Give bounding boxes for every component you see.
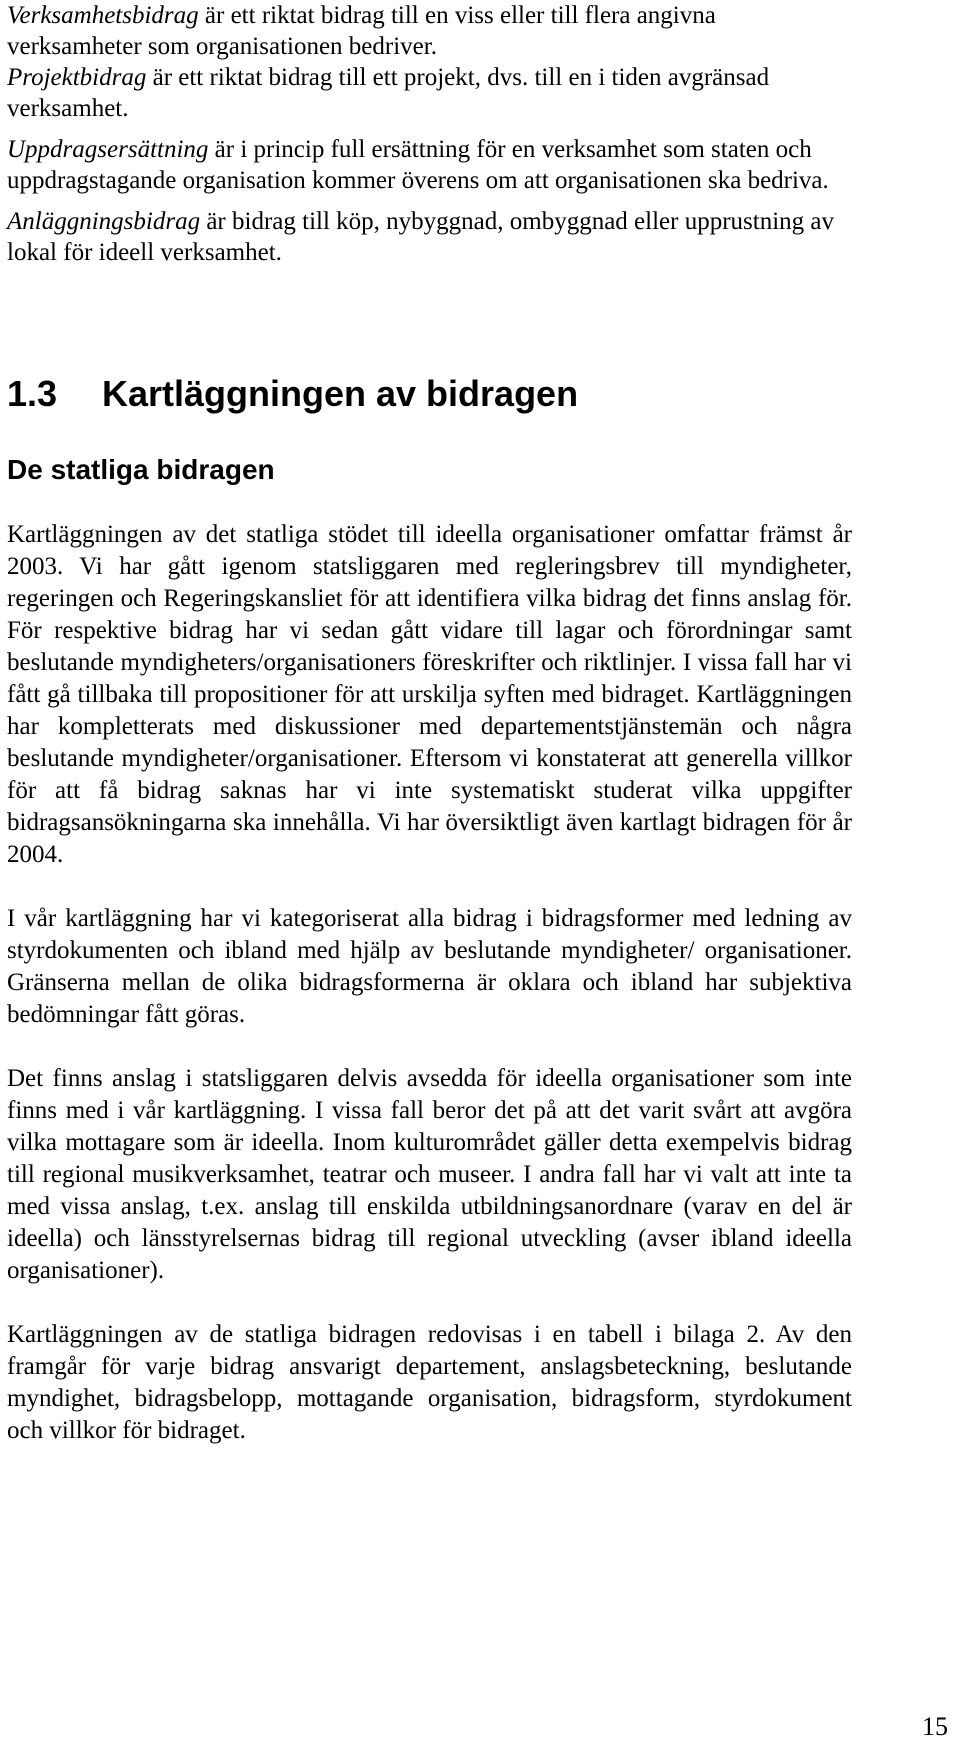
paragraph: Kartläggningen av de statliga bidragen redovisas i en tabell i bilaga 2. Av den framgår för varje bidrag ansvarigt departement, anslagsbeteckning, beslutande myndighet, bidragsbelopp, mottagande organisation, bidragsform, styrdokument och villkor för bidraget.	[7, 1321, 852, 1444]
section-heading	[7, 374, 578, 414]
definition-item	[7, 62, 852, 124]
definition-text: är ett riktat bidrag till ett projekt, dvs. till en i tiden avgränsad verksamhet.	[7, 64, 770, 122]
definition-item	[7, 0, 852, 62]
paragraph: Det finns anslag i statsliggaren delvis avsedda för ideella organisationer som inte finns med i vår kartläggning. I vissa fall beror det på att det varit svårt att avgöra vilka mottagare som är ideella. Inom kulturområdet gäller detta exempelvis bidrag till regional musikverksamhet, teatrar och museer. I andra fall har vi valt att inte ta med vissa anslag, t.ex. anslag till enskilda utbildningsanordnare (varav en del är ideella) och länsstyrelsernas bidrag till regional utveckling (avser ibland ideella organisationer).	[7, 1065, 852, 1284]
definitions-list	[7, 0, 852, 268]
page-number: 15	[922, 1712, 948, 1741]
section-number: 1.3	[7, 373, 58, 414]
paragraph: I vår kartläggning har vi kategoriserat alla bidrag i bidragsformer med ledning av styrdokumenten och ibland med hjälp av beslutande myndigheter/ organisationer. Gränserna mellan de olika bidragsformerna är oklara och ibland har subjektiva bedömningar fått göras.	[7, 905, 852, 1028]
definition-term: Verksamhetsbidrag	[7, 2, 199, 29]
definition-text: är bidrag till köp, nybyggnad, ombyggnad eller upprustning av lokal för ideell verksamhet.	[7, 208, 834, 266]
body-text	[7, 519, 852, 1479]
definition-term: Anläggningsbidrag	[7, 208, 201, 235]
subheading: De statliga bidragen	[7, 454, 275, 485]
document-page	[7, 0, 852, 1444]
definition-text: är ett riktat bidrag till en viss eller till flera angivna verksamheter som organisationen bedriver.	[7, 2, 716, 60]
definition-term: Projektbidrag	[7, 64, 147, 91]
definition-item	[7, 134, 852, 196]
definition-term: Uppdragsersättning	[7, 136, 209, 163]
paragraph: Kartläggningen av det statliga stödet till ideella organisationer omfattar främst år 2003. Vi har gått igenom statsliggaren med regleringsbrev till myndigheter, regeringen och Regeringskansliet för att identifiera vilka bidrag det finns anslag för. För respektive bidrag har vi sedan gått vidare till lagar och förordningar samt beslutande myndigheters/organisationers föreskrifter och riktlinjer. I vissa fall har vi fått gå tillbaka till propositioner för att urskilja syften med bidraget. Kartläggningen har kompletterats med diskussioner med departementstjänstemän och några beslutande myndigheter/organisationer. Eftersom vi konstaterat att generella villkor för att få bidrag saknas har vi inte systematiskt studerat vilka uppgifter bidragsansökningarna ska innehålla. Vi har översiktligt även kartlagt bidragen för år 2004.	[7, 521, 852, 868]
definition-text: är i princip full ersättning för en verksamhet som staten och uppdragstagande organisation kommer överens om att organisationen ska bedriva.	[7, 136, 829, 194]
section-title: Kartläggningen av bidragen	[102, 373, 579, 414]
definition-item	[7, 206, 852, 268]
